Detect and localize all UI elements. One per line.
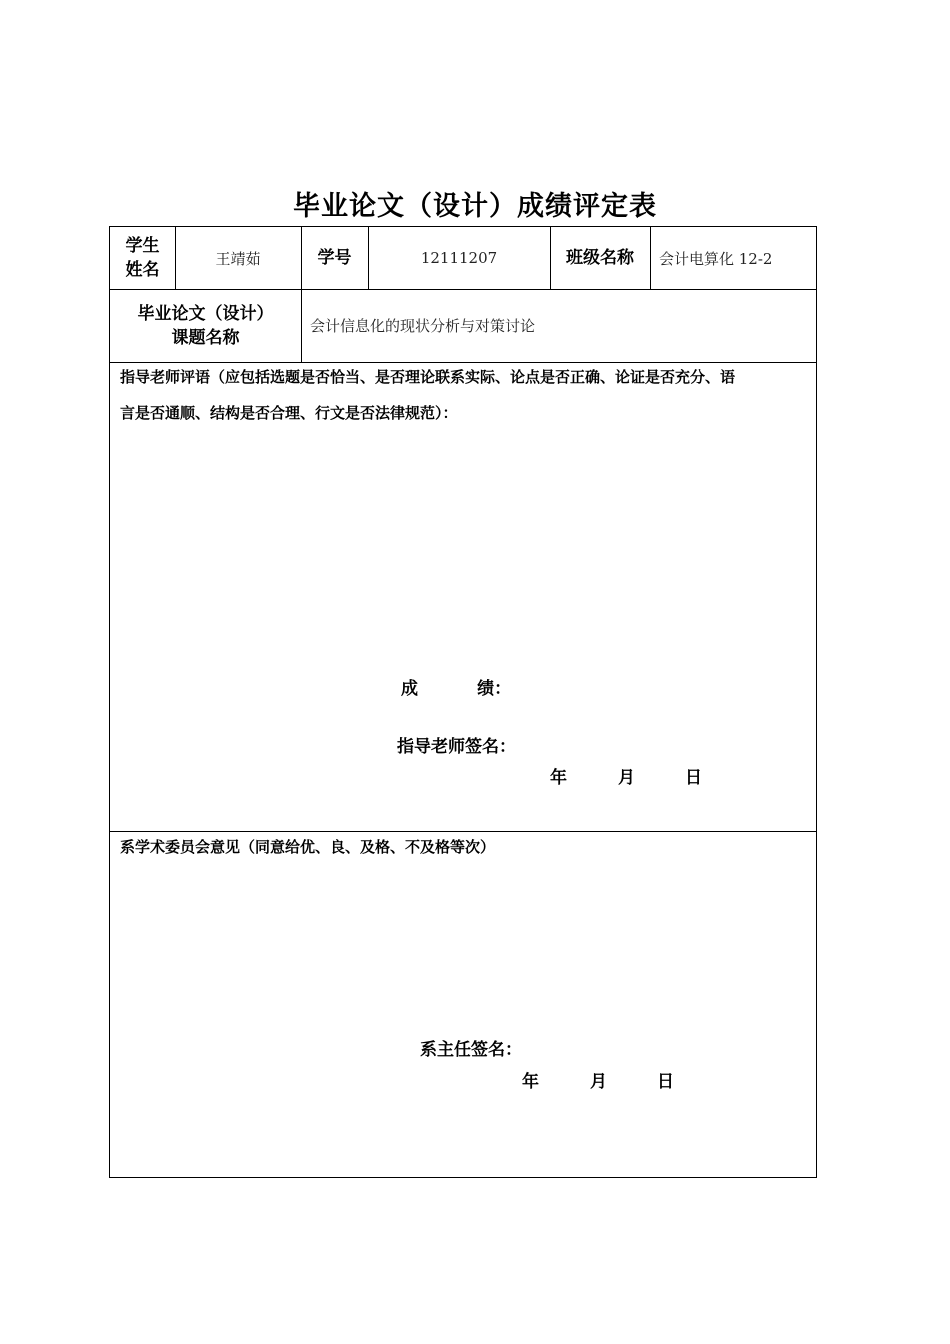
grade-label: 成 绩： — [401, 679, 512, 699]
row-divider — [110, 362, 816, 363]
advisor-date-month: 月 — [618, 768, 635, 788]
student-id-label: 学号 — [317, 248, 352, 268]
topic-label-line2: 课题名称 — [171, 327, 240, 348]
advisor-date-year: 年 — [550, 768, 567, 788]
student-name-label-line1: 学生 — [125, 236, 160, 256]
advisor-signature-label: 指导老师签名： — [397, 737, 516, 757]
topic-value: 会计信息化的现状分析与对策讨论 — [310, 317, 536, 335]
advisor-instruction-line1: 指导老师评语（应包括选题是否恰当、是否理论联系实际、论点是否正确、论证是否充分、语 — [120, 368, 736, 386]
committee-date-month: 月 — [590, 1072, 607, 1092]
student-id-value: 12111207 — [420, 249, 498, 267]
evaluation-form — [109, 226, 817, 1178]
student-name-label — [110, 227, 175, 289]
class-name-value: 会计电算化 12-2 — [659, 249, 773, 268]
class-name-label: 班级名称 — [566, 248, 634, 268]
student-name-value: 王靖茹 — [215, 249, 261, 268]
topic-label-line1: 毕业论文（设计） — [137, 303, 274, 324]
page-title: 毕业论文（设计）成绩评定表 — [293, 191, 657, 222]
committee-date-day: 日 — [657, 1072, 674, 1092]
director-signature-label: 系主任签名： — [420, 1040, 522, 1060]
committee-instruction: 系学术委员会意见（同意给优、良、及格、不及格等次） — [120, 838, 496, 856]
student-name-label-line2: 姓名 — [125, 260, 160, 280]
advisor-date-day: 日 — [685, 768, 702, 788]
committee-date-year: 年 — [522, 1072, 539, 1092]
row-divider — [110, 831, 816, 832]
advisor-instruction-line2: 言是否通顺、结构是否合理、行文是否法律规范）： — [120, 404, 458, 422]
topic-label — [110, 289, 301, 362]
